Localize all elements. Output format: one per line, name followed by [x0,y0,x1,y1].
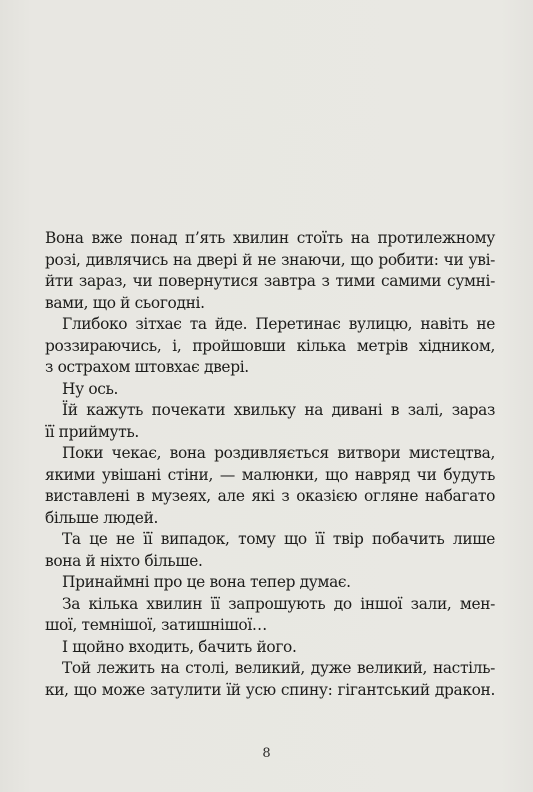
paragraph [45,228,495,314]
text-line: шої, темнішої, затишнішої… [45,616,267,634]
paragraph [45,637,495,659]
paragraph [45,400,495,443]
text-line: Глибоко зітхає та йде. Перетинає вулицю, навіть не [62,315,495,333]
paragraph [45,594,495,637]
text-line: Та це не її випадок, тому що її твір побачить лише [62,530,495,548]
paragraph [45,443,495,529]
text-line: виставлені в музеях, але які з оказією огляне набагато [45,487,495,505]
text-line: її приймуть. [45,422,139,441]
text-line: І щойно входить, бачить його. [62,637,297,656]
text-line: Їй кажуть почекати хвильку на дивані в залі, зараз [62,401,495,419]
paragraph [45,529,495,572]
text-line: роззираючись, і, пройшовши кілька метрів хідником, [45,336,495,355]
paragraph [45,314,495,379]
paragraph [45,572,495,594]
text-line: вона й ніхто більше. [45,551,203,570]
text-line: За кілька хвилин її запрошують до іншої зали, мен- [62,594,495,613]
text-line: Принаймні про це вона тепер думає. [62,573,351,591]
paragraph [45,379,495,401]
paragraph [45,658,495,701]
text-line: якими увішані стіни, — малюнки, що навряд чи будуть [45,465,495,484]
text-line: Ну ось. [62,379,119,398]
text-line: ки, що може затулити їй усю спину: гігантський дракон. [45,680,495,699]
text-line: з острахом штовхає двері. [45,358,249,376]
text-line: вами, що й сьогодні. [45,293,205,312]
text-line: Той лежить на столі, великий, дуже великий, настіль- [62,659,495,677]
text-line: більше людей. [45,508,159,527]
text-line: Вона вже понад п’ять хвилин стоїть на протилежному [45,229,495,247]
text-line: Поки чекає, вона роздивляється витвори мистецтва, [62,444,495,462]
text-line: розі, дивлячись на двері й не знаючи, що робити: чи уві- [45,250,495,269]
body-text [45,228,495,701]
text-line: йти зараз, чи повернутися завтра з тими самими сумні- [45,272,495,290]
page-number: 8 [262,746,271,761]
